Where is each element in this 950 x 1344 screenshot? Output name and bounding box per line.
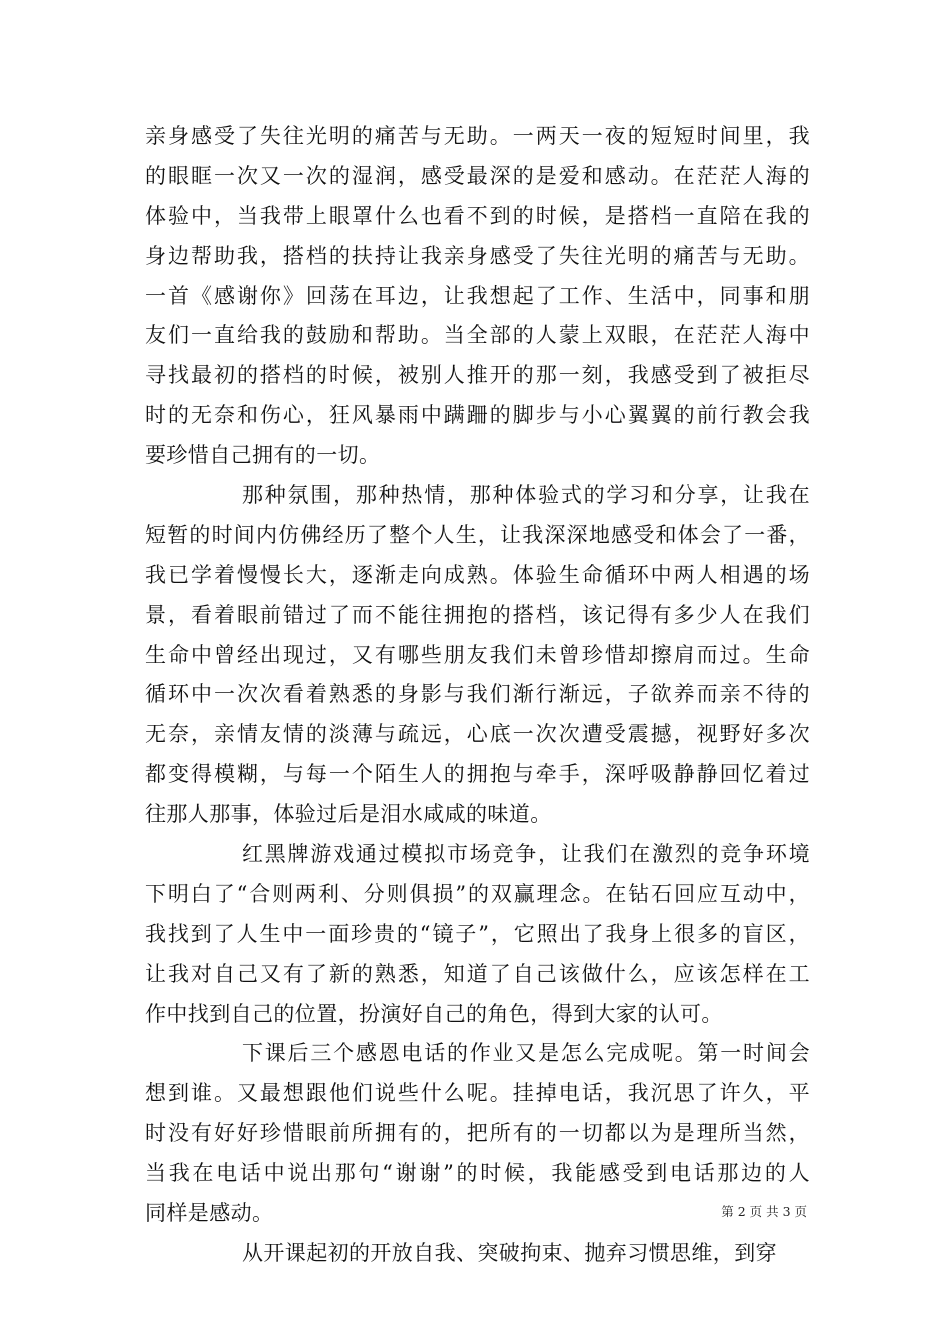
text-line: 作中找到自己的位置，扮演好自己的角色，得到大家的认可。: [145, 1001, 723, 1026]
paragraph: [145, 1234, 810, 1274]
text-line: 亲身感受了失往光明的痛苦与无助。一两天一夜的短短时间里，我: [145, 124, 810, 148]
text-line: 时没有好好珍惜眼前所拥有的，把所有的一切都以为是理所当然，: [145, 1121, 810, 1146]
paragraph: [145, 117, 810, 476]
text-line: 想到谁。又最想跟他们说些什么呢。挂掉电话，我沉思了许久，平: [145, 1081, 810, 1106]
text-line: 循环中一次次看着熟悉的身影与我们渐行渐远，子欲养而亲不待的: [145, 682, 810, 707]
text-line: 时的无奈和伤心，狂风暴雨中蹒跚的脚步与小心翼翼的前行教会我: [145, 403, 810, 428]
text-line: 身边帮助我，搭档的扶持让我亲身感受了失往光明的痛苦与无助。: [145, 243, 810, 268]
page-number-footer: 第 2 页 共 3 页: [721, 1204, 807, 1219]
text-line: 短暂的时间内仿佛经历了整个人生，让我深深地感受和体会了一番，: [145, 522, 810, 547]
paragraph: [145, 1034, 810, 1233]
text-line: 下课后三个感恩电话的作业又是怎么完成呢。第一时间会: [242, 1041, 810, 1066]
text-line: 景，看着眼前错过了而不能往拥抱的搭档，该记得有多少人在我们: [145, 602, 810, 627]
text-line: 我找到了人生中一面珍贵的“镜子”，它照出了我身上很多的盲区，: [145, 921, 810, 946]
text-line: 友们一直给我的鼓励和帮助。当全部的人蒙上双眼，在茫茫人海中: [145, 323, 810, 348]
text-line: 体验中，当我带上眼罩什么也看不到的时候，是搭档一直陪在我的: [145, 203, 810, 228]
text-line: 往那人那事，体验过后是泪水咸咸的味道。: [145, 802, 552, 827]
text-line: 寻找最初的搭档的时候，被别人推开的那一刻，我感受到了被拒尽: [145, 363, 810, 388]
paragraph: [145, 835, 810, 1034]
text-line: 的眼眶一次又一次的湿润，感受最深的是爱和感动。在茫茫人海的: [145, 163, 810, 188]
text-line: 当我在电话中说出那句“谢谢”的时候，我能感受到电话那边的人: [145, 1161, 810, 1186]
document-body: [145, 117, 810, 1274]
text-line: 我已学着慢慢长大，逐渐走向成熟。体验生命循环中两人相遇的场: [145, 562, 810, 587]
text-line: 一首《感谢你》回荡在耳边，让我想起了工作、生活中，同事和朋: [145, 283, 810, 308]
text-line: 要珍惜自己拥有的一切。: [145, 443, 381, 468]
text-line: 下明白了“合则两利、分则俱损”的双赢理念。在钻石回应互动中，: [145, 881, 810, 906]
text-line: 让我对自己又有了新的熟悉，知道了自己该做什么，应该怎样在工: [145, 961, 810, 986]
text-line: 那种氛围，那种热情，那种体验式的学习和分享，让我在: [242, 483, 810, 508]
text-line: 同样是感动。: [145, 1201, 274, 1226]
text-line: 从开课起初的开放自我、突破拘束、抛弃习惯思维，到穿: [242, 1240, 777, 1265]
text-line: 生命中曾经出现过，又有哪些朋友我们未曾珍惜却擦肩而过。生命: [145, 642, 810, 667]
paragraph: [145, 476, 810, 835]
text-line: 红黑牌游戏通过模拟市场竞争，让我们在激烈的竞争环境: [242, 842, 810, 867]
text-line: 都变得模糊，与每一个陌生人的拥抱与牵手，深呼吸静静回忆着过: [145, 762, 810, 787]
text-line: 无奈，亲情友情的淡薄与疏远，心底一次次遭受震撼，视野好多次: [145, 722, 810, 747]
